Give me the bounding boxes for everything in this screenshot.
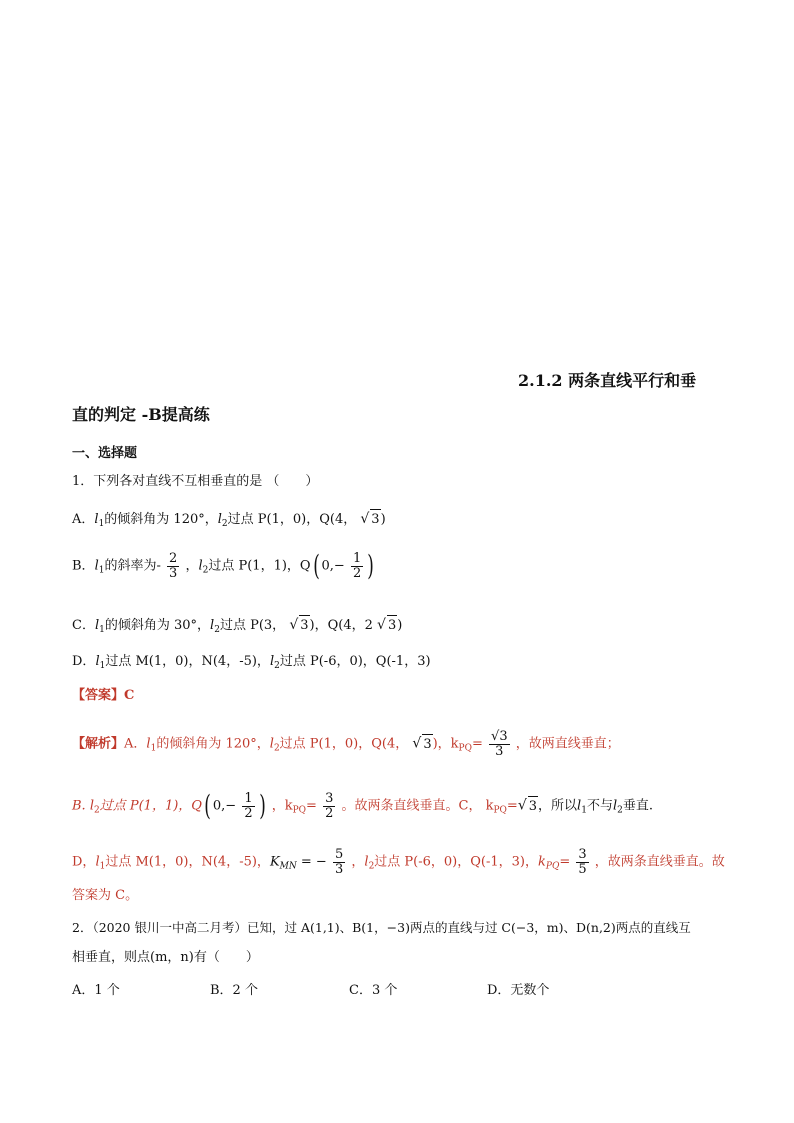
q1-explanation-end: 答案为 C。 <box>72 888 139 903</box>
q1-answer: 【答案】C <box>72 688 135 703</box>
q2-option-a: A．1 个 <box>72 983 120 998</box>
q2-stem-line2: 相垂直，则点(m，n)有（ ） <box>72 950 259 965</box>
q1-stem: 1．下列各对直线不互相垂直的是 （ ） <box>72 474 319 489</box>
sqrt-symbol: √ <box>360 511 370 527</box>
fraction: $\frac{5}{3}$ <box>334 847 344 877</box>
doc-title-line1: 2.1.2 两条直线平行和垂 <box>518 371 697 390</box>
fraction: $\frac{√3}{3}$ <box>491 729 508 759</box>
q2-stem-line1: 2．（2020 银川一中高二月考）已知，过 A(1,1)、B(1，−3)两点的直线与过 C(−3，m)、D(n,2)两点的直线互 <box>72 920 691 935</box>
doc-title-line2: 直的判定 -B提高练 <box>72 405 210 424</box>
q1-explanation-b: B. $l_2$过点 P(1，1)，Q( 0,− $\frac{1}{2}$ ) ，$k_{PQ}=$ $\frac{3}{2}$ 。故两条直线垂直。C， $k_{PQ}=√$ 3，所以$l_1$不与$l_2$垂直. <box>72 789 653 823</box>
q1-option-c: C．$l_1$的倾斜角为 30°，$l_2$过点 P(3， √ 3)，Q(4，2 √ 3) <box>72 617 403 635</box>
q1-explanation-d: D，$l_1$过点 M(1，0)，N(4，-5)，$K_{MN}$ = − $\frac{5}{3}$ ，$l_2$过点 P(-6，0)，Q(-1，3)，$k_{PQ}=$ $\frac{3}{5}$ ，故两条直线垂直。故 <box>72 847 725 877</box>
q1-option-b: B．$l_1$的斜率为- $\frac{2}{3}$ ，$l_2$过点 P(1，1)，Q( 0,− $\frac{1}{2}$ ) <box>72 549 374 583</box>
section-heading: 一、选择题 <box>72 446 138 461</box>
fraction: $\frac{3}{5}$ <box>578 847 587 877</box>
q1-option-d: D．$l_1$过点 M(1，0)，N(4，-5)，$l_2$过点 P(-6，0)，Q(-1，3) <box>72 654 431 671</box>
fraction: $\frac{1}{2}$ <box>352 551 362 581</box>
q1-option-a: A．$l_1$的倾斜角为 120°，$l_2$过点 P(1，0)，Q(4， √ 3) <box>72 511 386 529</box>
fraction: $\frac{1}{2}$ <box>244 791 253 821</box>
fraction: $\frac{2}{3}$ <box>169 551 178 581</box>
q2-option-d: D．无数个 <box>487 983 550 998</box>
fraction: $\frac{3}{2}$ <box>325 791 334 821</box>
q2-option-b: B．2 个 <box>210 983 258 998</box>
q1-explanation-a: 【解析】A．$l_1$的倾斜角为 120°，$l_2$过点 P(1，0)，Q(4， √ 3)，$k_{PQ}=$ $\frac{√3}{3}$ ，故两直线垂直； <box>72 729 620 759</box>
q2-option-c: C．3 个 <box>349 983 398 998</box>
